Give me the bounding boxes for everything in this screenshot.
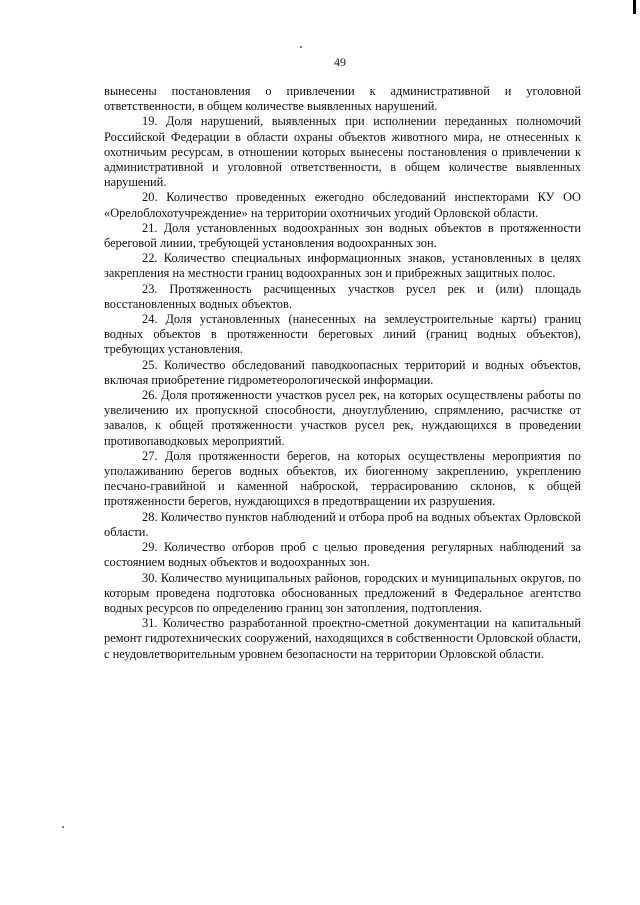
scan-speck	[62, 826, 64, 828]
paragraph-item-23: 23. Протяженность расчищенных участков русел рек и (или) площадь восстановленных водных объектов.	[104, 281, 581, 311]
page-number: 49	[334, 55, 346, 69]
paragraph-item-25: 25. Количество обследований паводкоопасных территорий и водных объектов, включая приобретение гидрометеорологической информации.	[104, 357, 581, 387]
paragraph-item-21: 21. Доля установленных водоохранных зон водных объектов в протяженности береговой линии, требующей установления водоохранных зон.	[104, 220, 581, 251]
paragraph-item-28: 28. Количество пунктов наблюдений и отбора проб на водных объектах Орловской области.	[104, 509, 581, 539]
paragraph-item-27: 27. Доля протяженности берегов, на которых осуществлены мероприятия по уполаживанию берегов водных объектов, их биогенному закреплению, укреплению песчано-гравийной и каменной наброской, террасированию склонов, к общей протяженности берегов, нуждающихся в предотвращении их разрушения.	[104, 448, 581, 509]
paragraph-item-24: 24. Доля установленных (нанесенных на землеустроительные карты) границ водных объектов в протяженности береговых линий (границ водных объектов), требующих установления.	[104, 312, 581, 357]
scan-speck	[300, 46, 302, 48]
paragraph-item-20: 20. Количество проведенных ежегодно обследований инспекторами КУ ОО «Орелоблохотучреждение» на территории охотничьих угодий Орловской области.	[104, 190, 581, 220]
paragraph-item-26: 26. Доля протяженности участков русел рек, на которых осуществлены работы по увеличению их пропускной способности, дноуглублению, спрямлению, расчистке от завалов, к общей протяженности участков русел рек, нуждающихся в проведении противопаводковых мероприятий.	[104, 388, 581, 448]
paragraph-item-19: 19. Доля нарушений, выявленных при исполнении переданных полномочий Российской Федерации в области охраны объектов животного мира, не отнесенных к охотничьим ресурсам, в отношении которых вынесены постановления о привлечении к административной и уголовной ответственности, в общем количестве выявленных нарушений.	[104, 114, 581, 190]
paragraph-continuation: вынесены постановления о привлечении к административной и уголовной ответственности, в общем количестве выявленных нарушений.	[104, 84, 581, 114]
paragraph-item-29: 29. Количество отборов проб с целью проведения регулярных наблюдений за состоянием водных объектов и водоохранных зон.	[104, 540, 581, 570]
paragraph-item-22: 22. Количество специальных информационных знаков, установленных в целях закрепления на местности границ водоохранных зон и прибрежных защитных полос.	[104, 251, 581, 281]
paragraph-item-31: 31. Количество разработанной проектно-сметной документации на капитальный ремонт гидротехнических сооружений, находящихся в собственности Орловской области, с неудовлетворительным уровнем безопасности на территории Орловской области.	[104, 616, 581, 661]
paragraph-item-30: 30. Количество муниципальных районов, городских и муниципальных округов, по которым проведена подготовка обоснованных предложений в Федеральное агентство водных ресурсов по определению границ зон затопления, подтопления.	[104, 570, 581, 615]
document-body	[104, 84, 581, 662]
scan-corner-mark	[633, 0, 636, 14]
